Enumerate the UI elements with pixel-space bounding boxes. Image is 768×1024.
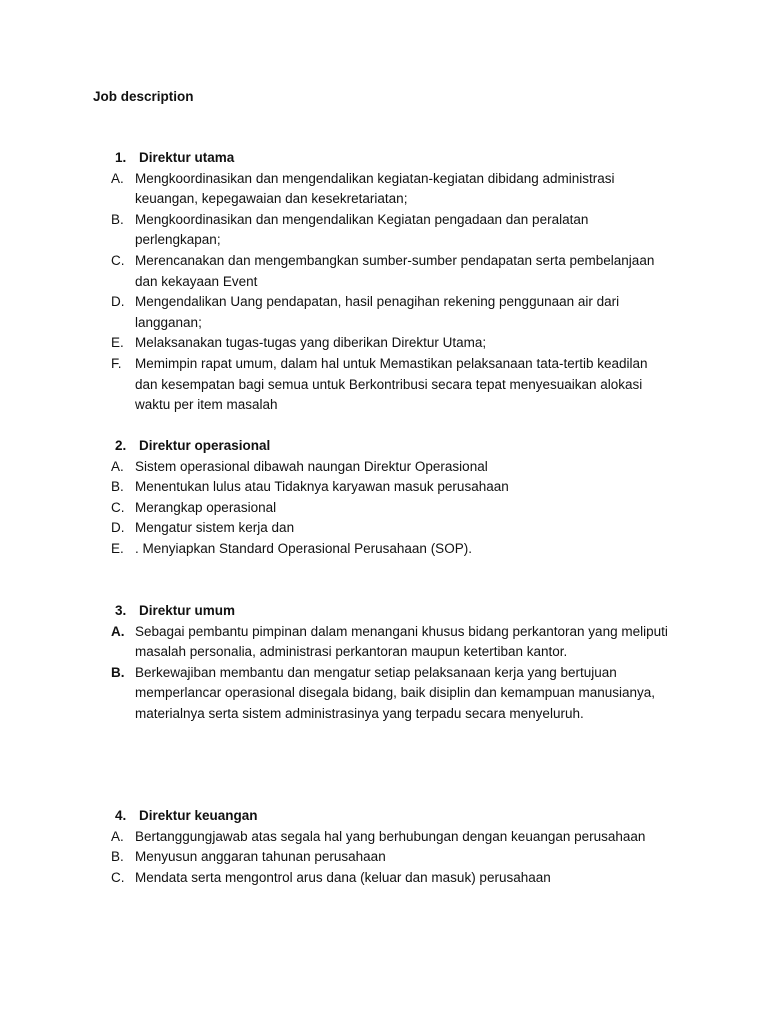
section-heading (0, 601, 768, 622)
item-text: Menentukan lulus atau Tidaknya karyawan masuk perusahaan (135, 479, 509, 495)
item-text: Menyusun anggaran tahunan perusahaan (135, 849, 386, 865)
section-title: Direktur operasional (139, 438, 271, 453)
list-item (0, 539, 768, 560)
list-item (0, 498, 768, 519)
item-letter: F. (111, 355, 122, 371)
item-text: Memimpin rapat umum, dalam hal untuk Memastikan pelaksanaan tata-tertib keadilan dan kesempatan bagi semua untuk Berkontribusi secara tepat menyesuaikan alokasi waktu per item masalah (135, 355, 648, 413)
item-text: Melaksanakan tugas-tugas yang diberikan Direktur Utama; (135, 335, 487, 351)
item-letter: E. (111, 335, 124, 351)
list-item (0, 354, 768, 416)
section-1 (0, 148, 768, 416)
item-text: Merangkap operasional (135, 499, 277, 515)
item-letter: D. (111, 520, 125, 536)
section-heading (0, 436, 768, 457)
item-letter: B. (111, 664, 125, 680)
list-item (0, 251, 768, 292)
section-title: Direktur umum (139, 603, 236, 618)
item-letter: A. (111, 458, 124, 474)
section-number: 1. (115, 150, 127, 165)
item-text: . Menyiapkan Standard Operasional Perusahaan (SOP). (135, 540, 472, 556)
list-item (0, 169, 768, 210)
item-letter: E. (111, 540, 124, 556)
item-letter: C. (111, 499, 125, 515)
list-item (0, 663, 768, 725)
item-text: Merencanakan dan mengembangkan sumber-sumber pendapatan serta pembelanjaan dan kekayaan Event (135, 252, 655, 289)
item-text: Mendata serta mengontrol arus dana (keluar dan masuk) perusahaan (135, 869, 551, 885)
item-letter: C. (111, 252, 125, 268)
item-letter: C. (111, 869, 125, 885)
section-4 (0, 806, 768, 888)
document-title: Job description (93, 89, 194, 104)
list-item (0, 518, 768, 539)
item-letter: A. (111, 828, 124, 844)
item-letter: A. (111, 623, 125, 639)
section-title: Direktur utama (139, 150, 235, 165)
list-item (0, 333, 768, 354)
item-letter: B. (111, 479, 124, 495)
section-number: 2. (115, 438, 127, 453)
item-text: Mengendalikan Uang pendapatan, hasil penagihan rekening penggunaan air dari langganan; (135, 294, 620, 330)
item-text: Bertanggungjawab atas segala hal yang berhubungan dengan keuangan perusahaan (135, 828, 646, 844)
item-letter: B. (111, 211, 124, 227)
section-title: Direktur keuangan (139, 808, 258, 823)
section-heading (0, 148, 768, 169)
item-letter: A. (111, 170, 124, 186)
list-item (0, 292, 768, 333)
list-item (0, 457, 768, 478)
item-text: Sistem operasional dibawah naungan Direktur Operasional (135, 458, 488, 474)
list-item (0, 622, 768, 663)
item-text: Mengkoordinasikan dan mengendalikan Kegiatan pengadaan dan peralatan perlengkapan; (135, 211, 589, 248)
list-item (0, 868, 768, 889)
item-text: Mengatur sistem kerja dan (135, 520, 295, 536)
item-text: Sebagai pembantu pimpinan dalam menangani khusus bidang perkantoran yang meliputi masalah personalia, administrasi perkantoran maupun ketertiban kantor. (135, 623, 668, 660)
list-item (0, 827, 768, 848)
item-text: Mengkoordinasikan dan mengendalikan kegiatan-kegiatan dibidang administrasi keuangan, kepegawaian dan kesekretariatan; (135, 170, 615, 207)
section-number: 4. (115, 808, 127, 823)
list-item (0, 477, 768, 498)
list-item (0, 210, 768, 251)
item-text: Berkewajiban membantu dan mengatur setiap pelaksanaan kerja yang bertujuan memperlancar operasional disegala bidang, baik disiplin dan kemampuan manusianya, materialnya serta sistem administrasinya yang terpadu secara menyeluruh. (135, 664, 656, 721)
section-2 (0, 436, 768, 560)
item-letter: B. (111, 849, 124, 865)
section-heading (0, 806, 768, 827)
list-item (0, 847, 768, 868)
section-number: 3. (115, 603, 127, 618)
section-3 (0, 601, 768, 725)
item-letter: D. (111, 294, 125, 310)
